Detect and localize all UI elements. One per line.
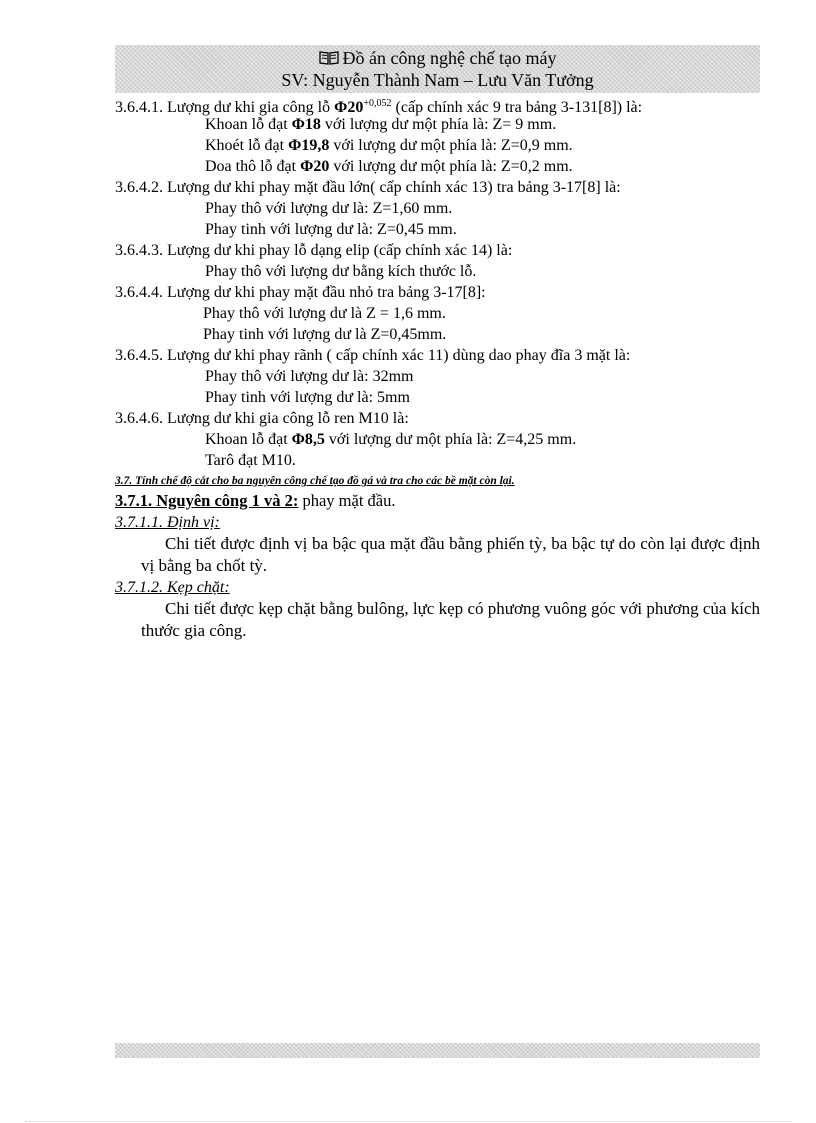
tolerance-superscript: +0,052: [363, 98, 392, 109]
list-item: Phay thô với lượng dư bằng kích thước lỗ.: [205, 263, 477, 280]
list-item: [115, 156, 760, 177]
list-item: Phay thô với lượng dư là: 32mm: [205, 368, 414, 385]
list-item: Tarô đạt M10.: [205, 452, 296, 469]
heading-3-7-1-2: 3.7.1.2. Kẹp chặt:: [115, 579, 230, 596]
document-body: [115, 93, 760, 642]
item-text-rest: với lượng dư một phía là: Z= 9 mm.: [320, 116, 557, 133]
header-title: Đồ án công nghệ chế tạo máy: [342, 48, 557, 68]
paragraph-kep-chat: Chi tiết được kẹp chặt bằng bulông, lực kẹp có phương vuông góc với phương của kích thước gia công.: [141, 599, 760, 640]
list-item: [115, 429, 760, 450]
heading-text: 3.6.4.1. Lượng dư khi gia công lỗ: [115, 99, 335, 116]
list-item: Phay tinh với lượng dư là: Z=0,45 mm.: [205, 221, 457, 238]
item-diameter: Φ20: [300, 158, 330, 175]
item-diameter: Φ18: [291, 116, 321, 133]
item-text-rest: với lượng dư một phía là: Z=4,25 mm.: [324, 431, 577, 448]
heading-3-6-4-6: 3.6.4.6. Lượng dư khi gia công lỗ ren M10 là:: [115, 410, 409, 427]
header-title-line: [115, 47, 760, 69]
diameter-symbol: Φ20: [334, 99, 364, 116]
header-students: SV: Nguyễn Thành Nam – Lưu Văn Tưởng: [281, 70, 594, 90]
item-text-rest: với lượng dư một phía là: Z=0,9 mm.: [329, 137, 573, 154]
item-text: Khoan lỗ đạt: [205, 431, 292, 448]
section-heading-3-7: 3.7. Tính chế độ cắt cho ba nguyên công chế tạo đồ gá và tra cho các bề mặt còn lại.: [115, 475, 515, 487]
item-text: Khoan lỗ đạt: [205, 116, 292, 133]
subheading-text: 3.7.1.2. Kẹp chặt: [115, 579, 225, 596]
list-item: Phay tinh với lượng dư là Z=0,45mm.: [203, 326, 447, 343]
heading-3-6-4-3: 3.6.4.3. Lượng dư khi phay lỗ dạng elip (cấp chính xác 14) là:: [115, 242, 513, 259]
book-icon: [319, 48, 339, 62]
list-item: Phay thô với lượng dư là Z = 1,6 mm.: [203, 305, 446, 322]
list-item: Phay tinh với lượng dư là: 5mm: [205, 389, 410, 406]
heading-3-7-1: [115, 490, 760, 512]
item-diameter: Φ8,5: [291, 431, 325, 448]
item-diameter: Φ19,8: [288, 137, 330, 154]
heading-3-6-4-5: 3.6.4.5. Lượng dư khi phay rãnh ( cấp chính xác 11) dùng dao phay đĩa 3 mặt là:: [115, 347, 631, 364]
heading-3-7-1-bold: 3.7.1. Nguyên công 1 và 2:: [115, 491, 299, 510]
item-text: Doa thô lỗ đạt: [205, 158, 301, 175]
heading-text-rest: (cấp chính xác 9 tra bảng 3-131[8]) là:: [391, 99, 643, 116]
heading-3-6-4-2: 3.6.4.2. Lượng dư khi phay mặt đầu lớn( cấp chính xác 13) tra bảng 3-17[8] là:: [115, 179, 621, 196]
page-bottom-divider: [25, 1121, 791, 1122]
list-item: Phay thô với lượng dư là: Z=1,60 mm.: [205, 200, 453, 217]
heading-3-6-4-4: 3.6.4.4. Lượng dư khi phay mặt đầu nhỏ tra bảng 3-17[8]:: [115, 284, 486, 301]
heading-3-6-4-1: [115, 93, 760, 114]
page-footer-bar: [115, 1043, 760, 1058]
page-header: [115, 45, 760, 93]
item-text-rest: với lượng dư một phía là: Z=0,2 mm.: [329, 158, 573, 175]
item-text: Khoét lỗ đạt: [205, 137, 289, 154]
subheading-text: 3.7.1.1. Định vị: [115, 514, 215, 531]
list-item: [115, 114, 760, 135]
heading-3-7-1-rest: phay mặt đầu.: [298, 491, 396, 510]
paragraph-dinh-vi: Chi tiết được định vị ba bậc qua mặt đầu bằng phiến tỳ, ba bậc tự do còn lại được định vị bằng ba chốt tỳ.: [141, 534, 760, 575]
heading-3-7-1-1: 3.7.1.1. Định vị:: [115, 514, 220, 531]
list-item: [115, 135, 760, 156]
